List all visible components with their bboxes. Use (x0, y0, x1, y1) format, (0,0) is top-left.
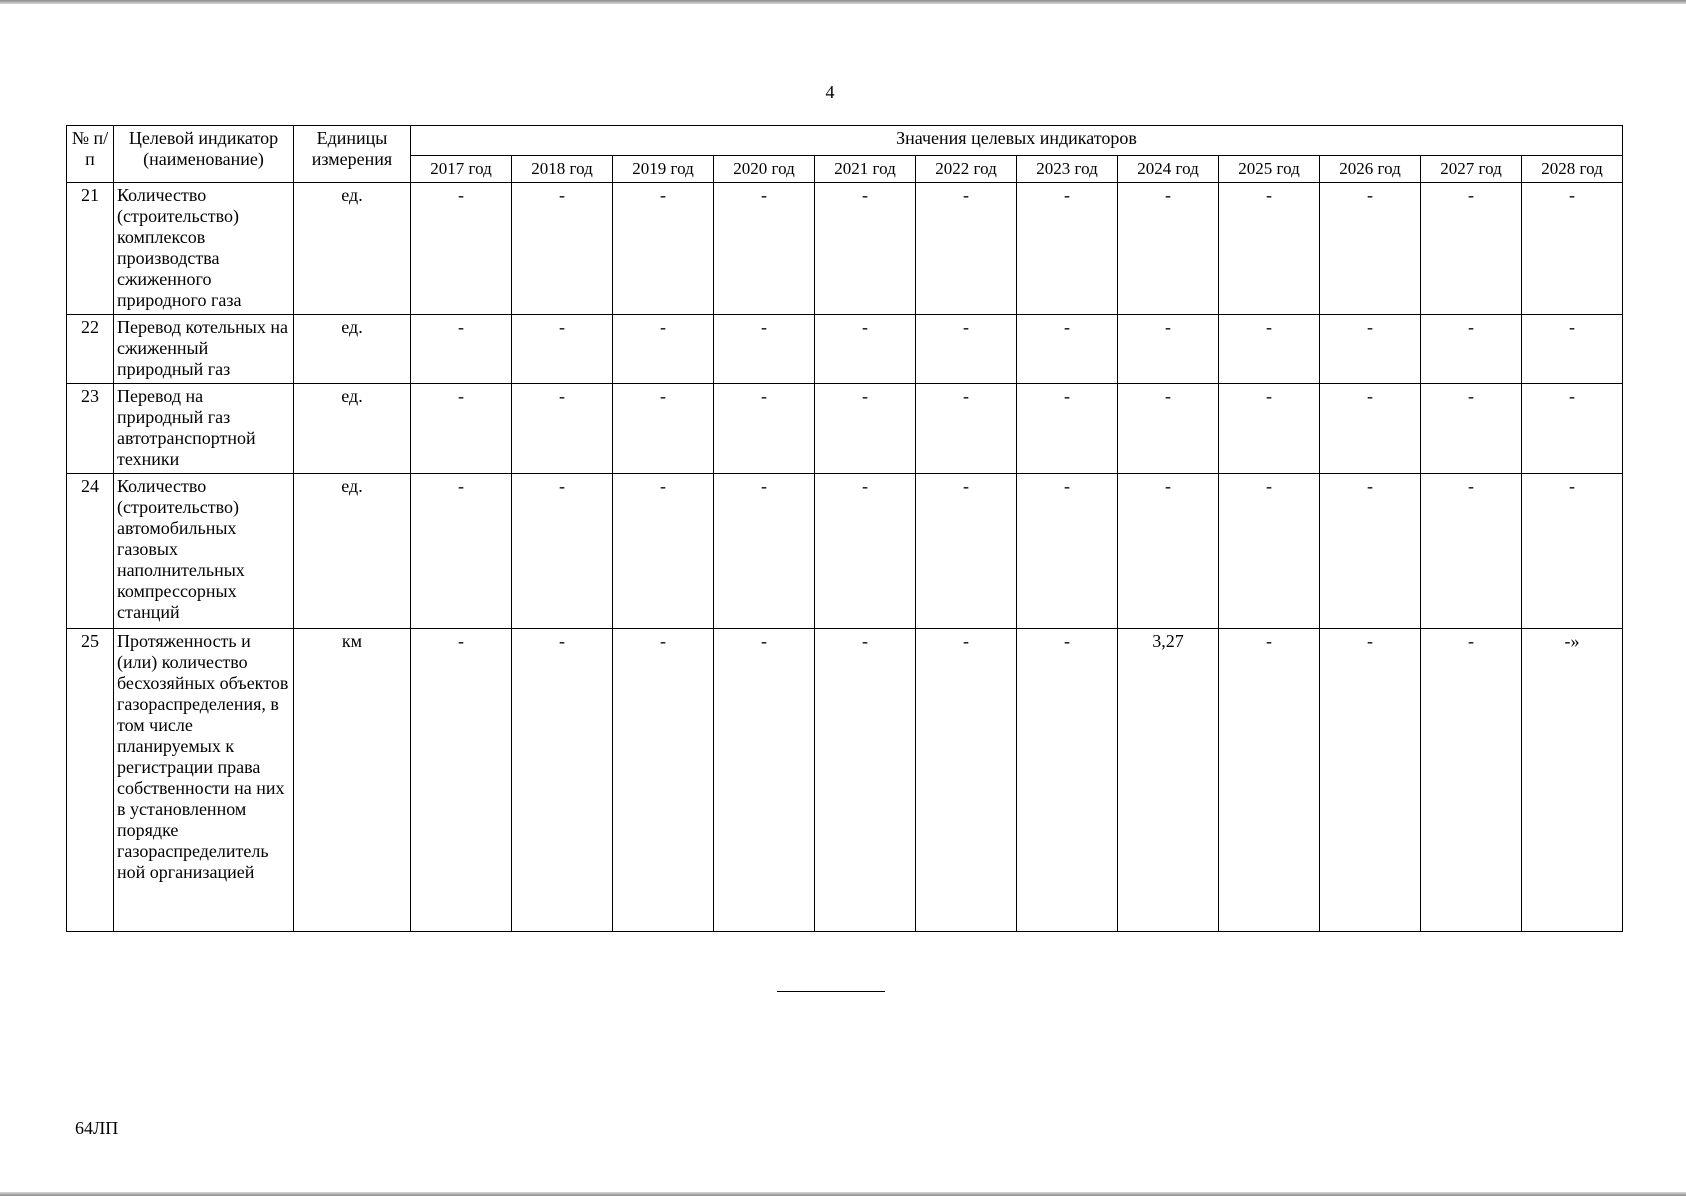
value-cell: - (1522, 384, 1623, 474)
header-values-group: Значения целевых индикаторов (411, 126, 1623, 156)
value-cell: - (1118, 315, 1219, 384)
header-year: 2021 год (815, 156, 916, 183)
value-cell: - (613, 183, 714, 315)
value-cell: - (1522, 315, 1623, 384)
header-year: 2018 год (512, 156, 613, 183)
document-code: 64ЛП (75, 1118, 119, 1138)
scan-edge-top (0, 0, 1686, 4)
value-cell: - (512, 183, 613, 315)
value-cell: - (1522, 474, 1623, 629)
row-number: 23 (67, 384, 114, 474)
header-year: 2025 год (1219, 156, 1320, 183)
header-year: 2023 год (1017, 156, 1118, 183)
header-num: № п/п (67, 126, 114, 183)
value-cell: - (1219, 629, 1320, 932)
header-year: 2022 год (916, 156, 1017, 183)
value-cell: - (613, 315, 714, 384)
value-cell: - (411, 474, 512, 629)
row-number: 24 (67, 474, 114, 629)
value-cell: - (1320, 474, 1421, 629)
value-cell: - (714, 183, 815, 315)
row-number: 22 (67, 315, 114, 384)
value-cell: - (916, 384, 1017, 474)
table-row (67, 474, 1623, 629)
footer-rule (777, 991, 885, 992)
value-cell: - (1421, 474, 1522, 629)
value-cell: - (1320, 315, 1421, 384)
table-row (67, 629, 1623, 932)
value-cell: - (1219, 474, 1320, 629)
value-cell: - (916, 629, 1017, 932)
value-cell: - (411, 183, 512, 315)
value-cell: - (815, 384, 916, 474)
value-cell: - (1017, 183, 1118, 315)
value-cell: - (1421, 629, 1522, 932)
value-cell: - (1421, 183, 1522, 315)
header-unit: Единицы измерения (294, 126, 411, 183)
value-cell: - (1320, 629, 1421, 932)
value-cell: - (916, 474, 1017, 629)
table-row (67, 384, 1623, 474)
value-cell: - (613, 474, 714, 629)
value-cell: - (815, 183, 916, 315)
value-cell: - (512, 315, 613, 384)
indicator-name: Перевод на природный газ автотранспортной техники (114, 384, 294, 474)
indicator-name: Количество (строительство) автомобильных газовых наполнительных компрессорных станций (114, 474, 294, 629)
value-cell: - (1017, 629, 1118, 932)
value-cell: - (815, 474, 916, 629)
value-cell: - (1118, 474, 1219, 629)
value-cell: - (1219, 384, 1320, 474)
value-cell: - (411, 629, 512, 932)
value-cell: - (512, 629, 613, 932)
value-cell: - (411, 315, 512, 384)
value-cell: - (714, 315, 815, 384)
value-cell: - (512, 384, 613, 474)
value-cell: - (613, 384, 714, 474)
header-indicator: Целевой индикатор (наименование) (114, 126, 294, 183)
scan-edge-bottom (0, 1192, 1686, 1196)
header-year: 2026 год (1320, 156, 1421, 183)
value-cell: - (1118, 183, 1219, 315)
table-row (67, 183, 1623, 315)
value-cell: - (1219, 315, 1320, 384)
header-year: 2017 год (411, 156, 512, 183)
value-cell: - (1421, 315, 1522, 384)
unit-of-measure: км (294, 629, 411, 932)
value-cell: - (613, 629, 714, 932)
value-cell: 3,27 (1118, 629, 1219, 932)
value-cell: - (1118, 384, 1219, 474)
value-cell: - (714, 474, 815, 629)
indicator-name: Протяженность и (или) количество бесхозяйных объектов газораспределения, в том числе планируемых к регистрации права собственности на них в установленном порядке газораспределитель ной организацией (114, 629, 294, 932)
page-number: 4 (825, 82, 835, 102)
value-cell: - (1017, 384, 1118, 474)
header-year: 2019 год (613, 156, 714, 183)
value-cell: - (815, 629, 916, 932)
value-cell: - (1421, 384, 1522, 474)
value-cell: - (714, 384, 815, 474)
header-year: 2020 год (714, 156, 815, 183)
header-year: 2027 год (1421, 156, 1522, 183)
indicator-name: Количество (строительство) комплексов производства сжиженного природного газа (114, 183, 294, 315)
unit-of-measure: ед. (294, 474, 411, 629)
value-cell: - (1320, 384, 1421, 474)
value-cell: - (916, 315, 1017, 384)
value-cell: - (714, 629, 815, 932)
row-number: 25 (67, 629, 114, 932)
table-row (67, 315, 1623, 384)
value-cell: - (512, 474, 613, 629)
unit-of-measure: ед. (294, 384, 411, 474)
header-year: 2028 год (1522, 156, 1623, 183)
value-cell: - (411, 384, 512, 474)
unit-of-measure: ед. (294, 183, 411, 315)
value-cell: - (916, 183, 1017, 315)
indicators-table (66, 125, 1623, 932)
value-cell: - (1017, 474, 1118, 629)
value-cell: - (1320, 183, 1421, 315)
value-cell: - (815, 315, 916, 384)
value-cell: - (1522, 183, 1623, 315)
unit-of-measure: ед. (294, 315, 411, 384)
value-cell: - (1017, 315, 1118, 384)
row-number: 21 (67, 183, 114, 315)
indicator-name: Перевод котельных на сжиженный природный газ (114, 315, 294, 384)
value-cell: - (1219, 183, 1320, 315)
value-cell: -» (1522, 629, 1623, 932)
header-year: 2024 год (1118, 156, 1219, 183)
